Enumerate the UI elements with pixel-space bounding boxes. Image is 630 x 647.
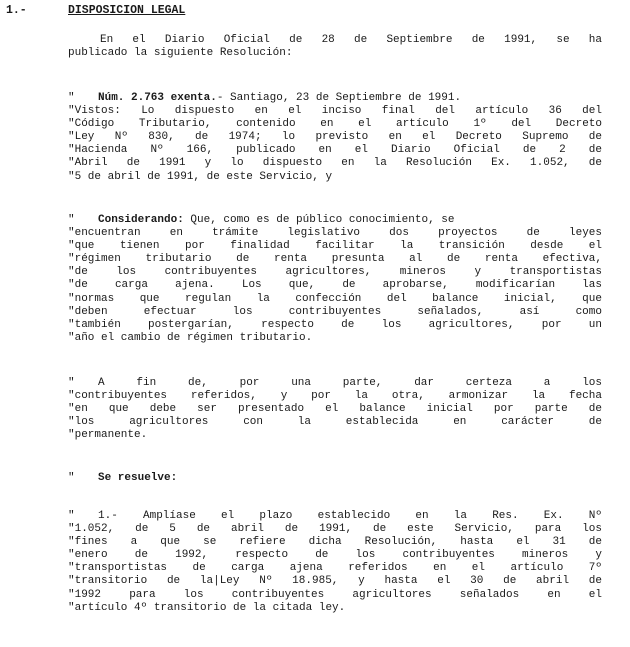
quote-mark: " — [68, 377, 75, 389]
point1-line-6: "1992 para los contribuyentes agricultores señalados en el — [68, 588, 602, 601]
section-title: DISPOSICION LEGAL — [68, 4, 186, 17]
considerando-line-3: "régimen tributario de renta presunta al de renta efectiva, — [68, 253, 602, 266]
resolution-line-4: "Hacienda Nº 166, publicado en el Diario Oficial de 2 de — [68, 144, 602, 157]
considerando-line-7: "deben efectuar los contribuyentes señalados, así como — [68, 305, 602, 318]
point1-line-5: "transitorio de la|Ley Nº 18.985, y hasta el 30 de abril de — [68, 575, 602, 588]
point1-line-0: 1.- Amplíase el plazo establecido en la Res. Ex. Nº — [98, 510, 602, 522]
afin-first-line — [68, 377, 602, 390]
intro-paragraph — [68, 34, 602, 60]
resolution-line-1: "Vistos: Lo dispuesto en el inciso final del artículo 36 del — [68, 105, 602, 118]
point1-paragraph — [68, 510, 602, 615]
resuelve-lead: Se resuelve: — [98, 472, 178, 484]
resolution-line-3: "Ley Nº 830, de 1974; lo previsto en el Decreto Supremo de — [68, 131, 602, 144]
resolution-number: Núm. 2.763 exenta. — [98, 92, 217, 104]
considerando-line-8: "también postergarían, respecto de los agricultores, por un — [68, 318, 602, 331]
considerando-line-6: "normas que regulan la confección del balance inicial, que — [68, 292, 602, 305]
resolution-first-line — [68, 92, 602, 105]
considerando-lead: Considerando: — [98, 214, 184, 226]
afin-line-0: A fin de, por una parte, dar certeza a los — [98, 377, 602, 389]
quote-mark: " — [68, 214, 75, 226]
resolution-line-6: "5 de abril de 1991, de este Servicio, y — [68, 170, 333, 183]
afin-line-3: "los agricultores con la establecida en carácter de — [68, 416, 602, 429]
resolution-paragraph — [68, 92, 602, 184]
afin-paragraph — [68, 377, 602, 442]
intro-line-1: En el Diario Oficial de 28 de Septiembre de 1991, se ha — [100, 34, 602, 46]
point1-first-line — [68, 510, 602, 523]
resolution-line-0: - Santiago, 23 de Septiembre de 1991. — [216, 92, 462, 104]
afin-line-1: "contribuyentes referidos, y por la otra, armonizar la fecha — [68, 390, 602, 403]
resolution-line-2: "Código Tributario, contenido en el artículo 1º del Decreto — [68, 118, 602, 131]
afin-line-2: "en que debe ser presentado el balance inicial por parte de — [68, 403, 602, 416]
considerando-line-4: "de los contribuyentes agricultores, mineros y transportistas — [68, 266, 602, 279]
point1-line-4: "transportistas de carga ajena referidos en el artículo 7º — [68, 562, 602, 575]
point1-line-1: "1.052, de 5 de abril de 1991, de este Servicio, para los — [68, 523, 602, 536]
considerando-first-line — [68, 214, 602, 227]
quote-mark: " — [68, 510, 75, 522]
point1-line-2: "fines a que se refiere dicha Resolución, hasta el 31 de — [68, 536, 602, 549]
section-heading — [6, 4, 185, 17]
section-number: 1.- — [6, 4, 27, 17]
quote-mark: " — [68, 92, 75, 104]
quote-mark: " — [68, 472, 75, 484]
resolution-line-5: "Abril de 1991 y lo dispuesto en la Resolución Ex. 1.052, de — [68, 157, 602, 170]
point1-line-7: "artículo 4º transitorio de la citada ley. — [68, 601, 346, 614]
point1-line-3: "enero de 1992, respecto de los contribuyentes mineros y — [68, 549, 602, 562]
afin-line-4: "permanente. — [68, 429, 148, 442]
resuelve-heading — [68, 472, 602, 485]
considerando-line-5: "de carga ajena. Los que, de aprobarse, modificarían las — [68, 279, 602, 292]
considerando-line-0: Que, como es de público conocimiento, se — [183, 214, 455, 226]
intro-line-2: publicado la siguiente Resolución: — [68, 47, 293, 60]
considerando-line-1: "encuentran en trámite legislativo dos proyectos de leyes — [68, 227, 602, 240]
considerando-paragraph — [68, 214, 602, 345]
considerando-line-2: "que tienen por finalidad facilitar la transición desde el — [68, 240, 602, 253]
considerando-line-9: "año el cambio de régimen tributario. — [68, 331, 313, 344]
